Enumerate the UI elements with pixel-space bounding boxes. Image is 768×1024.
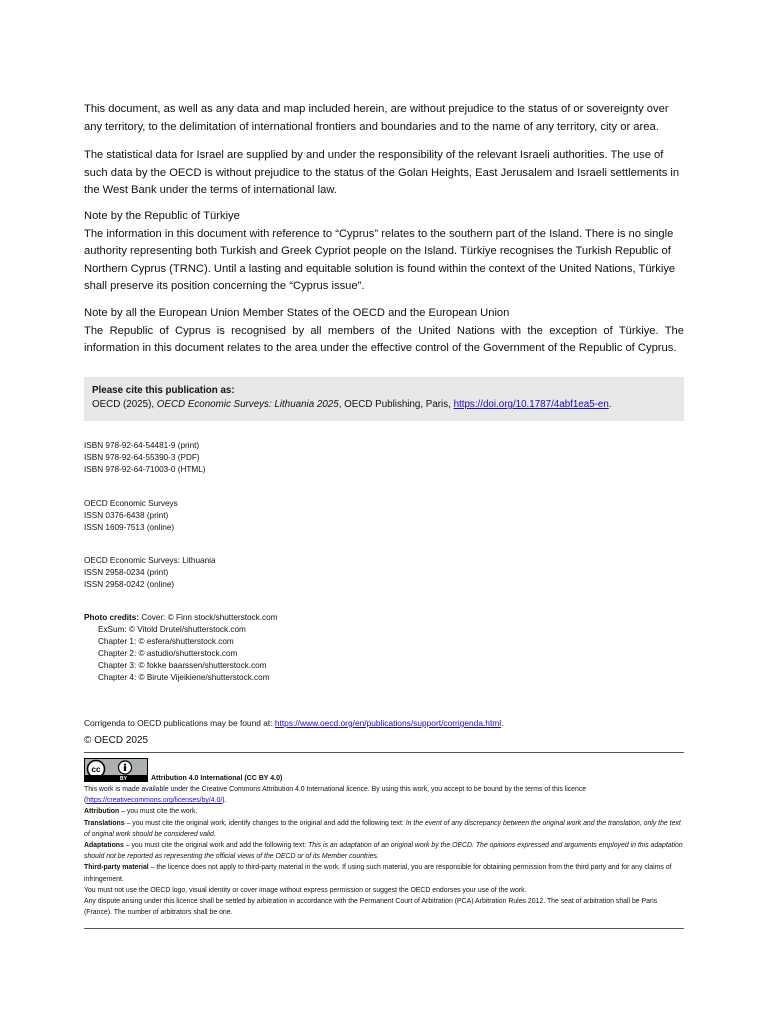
note-turkiye [84,208,684,296]
license-adaptations-italic: This is an adaptation of an original work by the OECD. The opinions expressed and arguments employed in this adaptation should not be reported as representing the official views of the OECD or of its Member countries. [84,842,683,861]
license-attribution-label: Attribution [84,808,120,816]
license-third-party-label: Third-party material [84,864,149,872]
license-translations-italic: In the event of any discrepancy between the original work and the translation, only the text of original work should be considered valid. [84,819,681,838]
photo-credit-chapter-1: Chapter 1: © esfera/shutterstock.com [98,637,234,646]
divider-top [84,752,684,753]
copyright: © OECD 2025 [84,735,149,746]
cc-by-badge-text: BY [120,776,127,782]
license-title: Attribution 4.0 International (CC BY 4.0) [151,775,283,782]
citation-suffix: , OECD Publishing, Paris, [338,399,454,410]
license-attribution-text: – you must cite the work. [119,808,198,816]
photo-credit-chapter-3: Chapter 3: © fokke baarssen/shutterstock.com [98,661,267,670]
series-issn-print: ISSN 0376-6438 (print) [84,511,169,520]
license-adaptations-label: Adaptations [84,842,124,850]
license-third-party-text: – the licence does not apply to third-party material in the work. If using such material, you are responsible for obtaining permission from the third party and for any claims of infringement. [84,864,672,883]
license-translations [84,818,684,840]
corrigenda-end: . [501,718,504,728]
license-url-link[interactable]: https://creativecommons.org/licenses/by/4.0/ [86,797,223,805]
note-turkiye-title: Note by the Republic of Türkiye [84,210,240,222]
license-translations-text: – you must cite the original work, identify changes to the original and add the following text: [124,819,406,827]
photo-credits-cover-line [84,612,278,624]
citation-text [92,398,676,412]
license-translations-label: Translations [84,819,125,827]
series-block [84,498,178,534]
photo-credit-exsum: ExSum: © Vitold Drutel/shutterstock.com [98,625,246,634]
corrigenda-text: Corrigenda to OECD publications may be found at: [84,718,275,728]
note-eu-title: Note by all the European Union Member States of the OECD and the European Union [84,307,510,319]
lithuania-block [84,555,216,591]
license-intro [84,784,684,806]
series-issn-online: ISSN 1609-7513 (online) [84,523,175,532]
isbn-html: ISBN 978-92-64-71003-0 (HTML) [84,465,206,474]
license-logo-note: You must not use the OECD logo, visual identity or cover image without express permission or suggest the OECD endorses your use of the work. [84,886,527,894]
license-intro-text: This work is made available under the Creative Commons Attribution 4.0 International licence. By using this work, you accept to be bound by the terms of this licence ( [84,786,587,805]
photo-credit-cover: Cover: © Finn stock/shutterstock.com [141,613,278,622]
license-intro-end: ). [222,797,227,805]
cc-by-badge-icon [84,758,148,782]
isbn-block [84,440,206,476]
citation-title: OECD Economic Surveys: Lithuania 2025 [156,399,339,410]
citation-doi-link[interactable]: https://doi.org/10.1787/4abf1ea5-en [453,399,609,410]
license-dispute-note: Any dispute arising under this licence shall be settled by arbitration in accordance with the Permanent Court of Arbitration (PCA) Arbitration Rules 2012. The seat of arbitration shall be Paris (France). The number of arbitrators shall be one. [84,898,658,917]
citation-box [84,377,684,421]
photo-credits-label: Photo credits: [84,613,142,622]
svg-text:cc: cc [91,765,101,774]
lithuania-issn-print: ISSN 2958-0234 (print) [84,568,169,577]
citation-prefix: OECD (2025), [92,399,157,410]
lithuania-issn-online: ISSN 2958-0242 (online) [84,580,175,589]
corrigenda-note [84,717,503,729]
corrigenda-link[interactable]: https://www.oecd.org/en/publications/support/corrigenda.html [274,718,502,728]
disclaimer-israel: The statistical data for Israel are supplied by and under the responsibility of the relevant Israeli authorities. The use of such data by the OECD is without prejudice to the status of the Golan Heights, East Jerusalem and Israeli settlements in the West Bank under the terms of international law. [84,149,680,196]
isbn-pdf: ISBN 978-92-64-55390-3 (PDF) [84,453,200,462]
lithuania-series-name: OECD Economic Surveys: Lithuania [84,556,216,565]
note-turkiye-text: The information in this document with reference to “Cyprus” relates to the southern part of the Island. There is no single authority representing both Turkish and Greek Cypriot people on the Island. Türkiye recognises the Turkish Republic of Northern Cyprus (TRNC). Until a lasting and equitable solution is found within the context of the United Nations, Türkiye shall preserve its position concerning the “Cyprus issue”. [84,227,676,292]
divider-bottom [84,928,684,929]
citation-heading: Please cite this publication as: [92,385,235,396]
license-header [84,758,684,782]
license-adaptations [84,840,684,862]
series-name: OECD Economic Surveys [84,499,178,508]
isbn-print: ISBN 978-92-64-54481-9 (print) [84,441,200,450]
disclaimer-territory: This document, as well as any data and map included herein, are without prejudice to the status of or sovereignty over any territory, to the delimitation of international frontiers and boundaries and to the name of any territory, city or area. [84,103,669,133]
license-block [84,758,684,918]
license-attribution [84,806,684,817]
license-third-party [84,862,684,884]
note-eu [84,305,684,358]
note-eu-text: The Republic of Cyprus is recognised by all members of the United Nations with the exception of Türkiye. The information in this document relates to the area under the effective control of the Government of the Republic of Cyprus. [84,324,684,354]
photo-credit-chapter-4: Chapter 4: © Birute Vijeikiene/shutterstock.com [98,673,270,682]
citation-end: . [608,399,612,410]
photo-credits [84,612,278,684]
license-adaptations-text: – you must cite the original work and add the following text: [123,842,309,850]
photo-credit-chapter-2: Chapter 2: © astudio/shutterstock.com [98,649,238,658]
